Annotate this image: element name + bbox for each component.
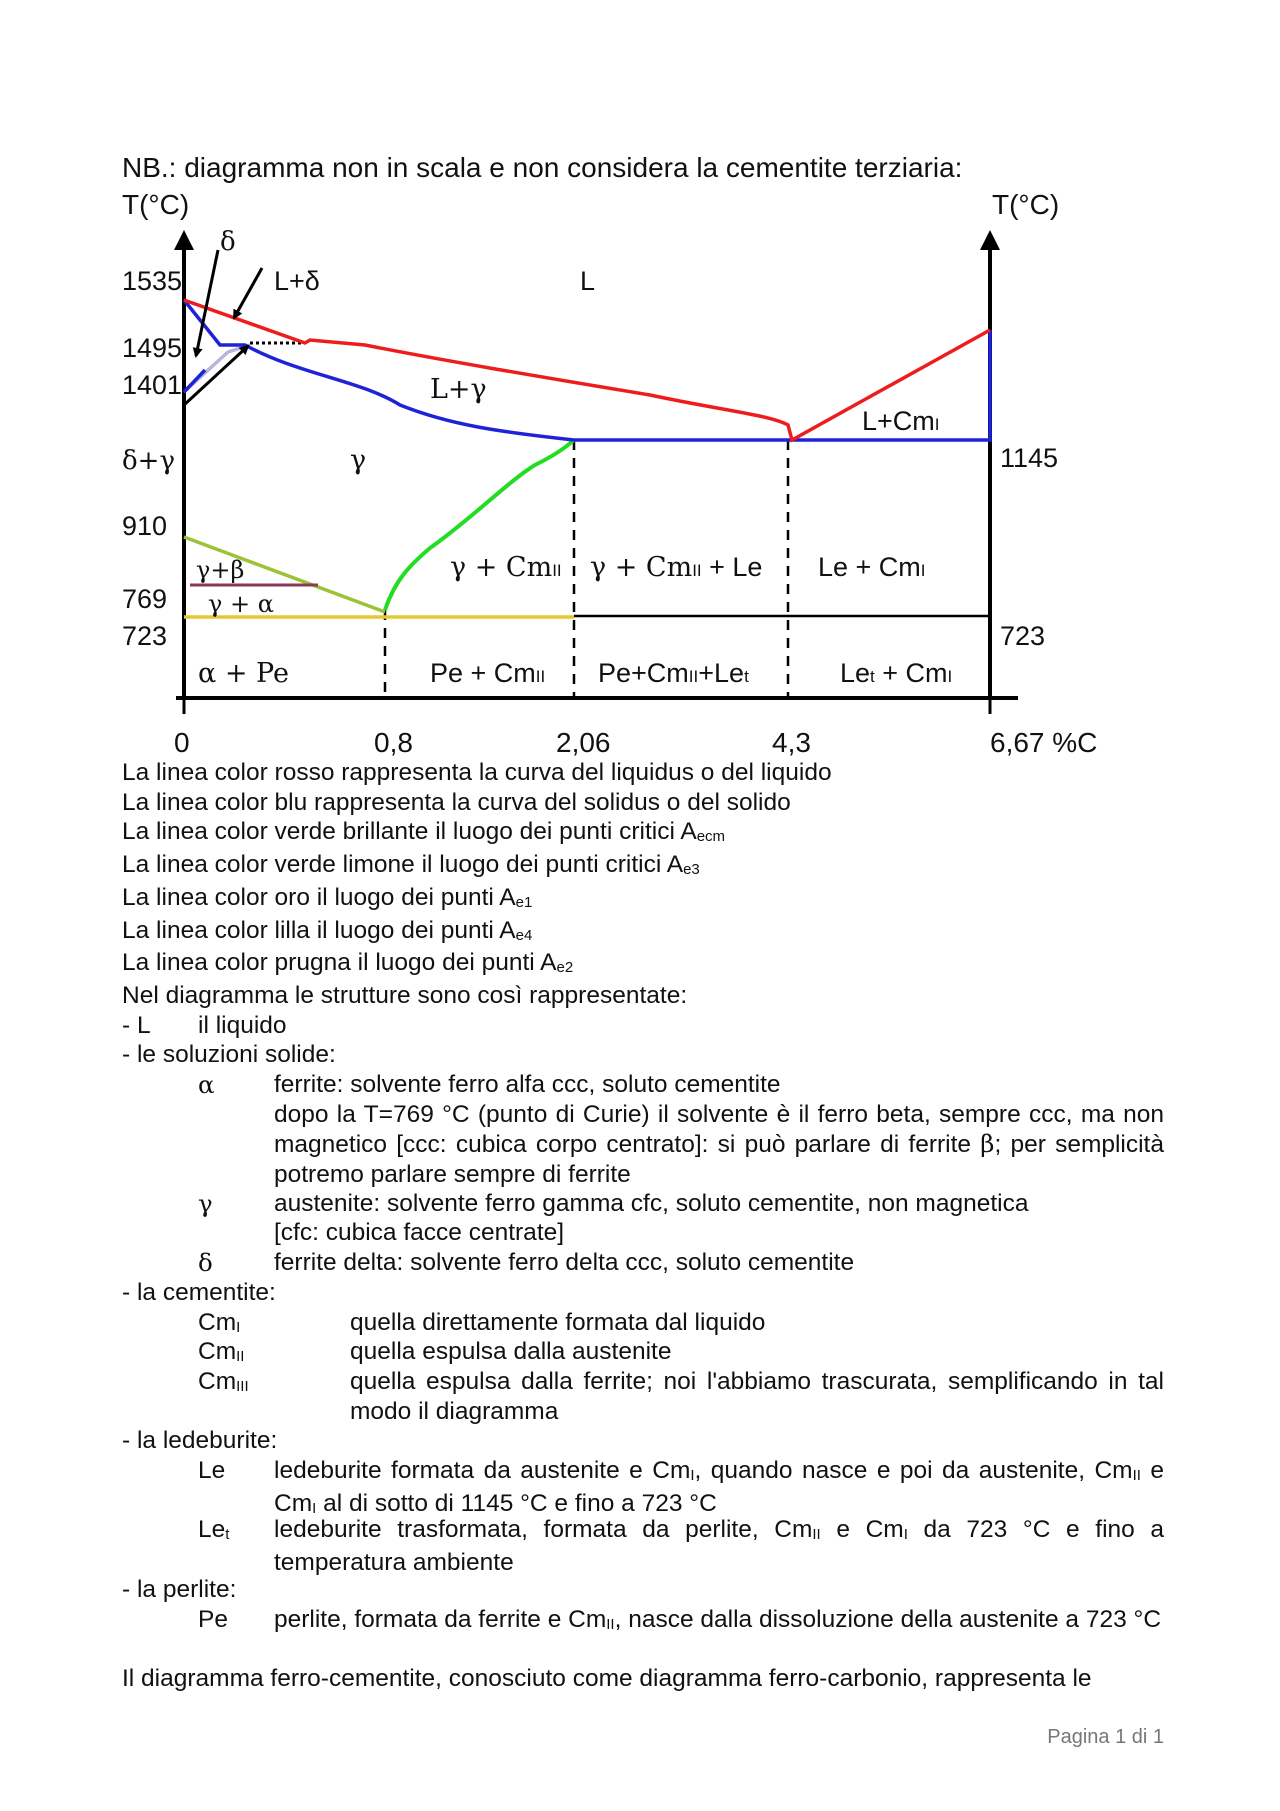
y-axis-right-arrow bbox=[980, 230, 1000, 250]
region-delta: δ bbox=[220, 227, 236, 257]
region-l-delta: L+δ bbox=[274, 266, 320, 296]
closing-line: Il diagramma ferro-cementite, conosciuto come diagramma ferro-carbonio, rappresenta le bbox=[122, 1664, 1092, 1692]
x-label-4-3: 4,3 bbox=[772, 727, 811, 758]
temp-1145: 1145 bbox=[1000, 443, 1059, 473]
legend-text bbox=[122, 758, 1164, 1694]
gamma-note-row: [cfc: cubica facce centrate] bbox=[274, 1219, 565, 1247]
region-delta-gamma: δ+γ bbox=[122, 446, 175, 476]
y-axis-left-arrow bbox=[174, 230, 194, 250]
alpha-note-row: dopo la T=769 °C (punto di Curie) il solvente è il ferro beta, sempre ccc, ma non magnetico [ccc: cubica corpo centrato]: si può parlare di ferrite β; per semplicità potremo parlare sempre di ferrite bbox=[274, 1100, 1164, 1189]
pe-row: Pe perlite, formata da ferrite e $Cm_{II}$, nasce dalla dissoluzione della austenite a 723 °C bbox=[198, 1605, 1162, 1633]
structures-heading: Nel diagramma le strutture sono così rappresentate: bbox=[122, 981, 688, 1009]
gamma-symbol: γ bbox=[198, 1188, 213, 1218]
temp-723: 723 bbox=[122, 621, 168, 651]
region-l: L bbox=[580, 266, 596, 296]
cm3-row: $Cm_{III}$ quella espulsa dalla ferrite; noi l'abbiamo trascurata, semplificando in tal modo il diagramma bbox=[198, 1367, 1164, 1425]
page-footer: Pagina 1 di 1 bbox=[1047, 1726, 1164, 1748]
x-label-6-67: 6,67 %C bbox=[990, 727, 1098, 758]
region-let-cm: Let + CmI bbox=[840, 658, 953, 688]
cm1-row: $Cm_I$ quella direttamente formata dal liquido bbox=[198, 1308, 766, 1336]
le-row: Le ledeburite formata da austenite e $Cm_I$, quando nasce e poi da austenite, $Cm_{II}$ e $Cm_I$ al di sotto di 1145 °C e fino a 723 °C bbox=[198, 1457, 1164, 1517]
x-label-2-06: 2,06 bbox=[556, 727, 611, 758]
let-row: $Le_t$ ledeburite trasformata, formata da perlite, $Cm_{II}$ e $Cm_I$ da 723 °C e fino a temperatura ambiente bbox=[198, 1516, 1165, 1577]
delta-symbol: δ bbox=[198, 1248, 213, 1278]
x-label-0: 0 bbox=[174, 727, 190, 758]
gamma-row: γ austenite: solvente ferro gamma cfc, soluto cementite, non magnetica bbox=[198, 1188, 1029, 1218]
legend-gold: La linea color oro il luogo dei punti $A_{e1}$ bbox=[122, 883, 533, 911]
solid-solutions-heading: - le soluzioni solide: bbox=[122, 1041, 336, 1069]
region-gamma-beta: γ+β bbox=[196, 556, 245, 584]
temp-1401: 1401 bbox=[122, 370, 183, 400]
region-pe-cm: Pe + CmII bbox=[430, 658, 546, 688]
region-gamma: γ bbox=[350, 445, 367, 476]
temp-769: 769 bbox=[122, 584, 168, 614]
cm2-row: $Cm_{II}$ quella espulsa dalla austenite bbox=[198, 1338, 672, 1366]
legend-plum: La linea color prugna il luogo dei punti $A_{e2}$ bbox=[122, 949, 574, 977]
region-l-gamma: L+γ bbox=[430, 374, 487, 405]
acm-line bbox=[385, 440, 574, 610]
alpha-row: α ferrite: solvente ferro alfa ccc, soluto cementite bbox=[198, 1070, 781, 1100]
note-heading: NB.: diagramma non in scala e non considera la cementite terziaria: bbox=[122, 152, 963, 183]
region-le-cm: Le + CmI bbox=[818, 552, 926, 582]
axis-right-label: T(°C) bbox=[992, 189, 1060, 220]
region-gamma-alpha: γ + α bbox=[208, 590, 274, 618]
delta-row: δ ferrite delta: solvente ferro delta ccc, soluto cementite bbox=[198, 1248, 855, 1278]
legend-lime: La linea color verde limone il luogo dei punti critici $A_{e3}$ bbox=[122, 851, 700, 879]
cementite-heading: - la cementite: bbox=[122, 1278, 276, 1306]
temp-1535: 1535 bbox=[122, 266, 183, 296]
temp-1495: 1495 bbox=[122, 333, 183, 363]
legend-red: La linea color rosso rappresenta la curva del liquidus o del liquido bbox=[122, 759, 832, 786]
region-gamma-cm2: γ + CmII bbox=[450, 552, 562, 583]
region-alpha-pe: α + Pe bbox=[198, 658, 289, 689]
temp-910: 910 bbox=[122, 511, 168, 541]
arrow-delta-gamma bbox=[184, 346, 248, 405]
region-gamma-cm2-le: γ + CmII + Le bbox=[590, 552, 763, 583]
iron-carbon-diagram bbox=[0, 0, 1280, 760]
region-l-cm: L+CmI bbox=[862, 406, 940, 436]
legend-lilac: La linea color lilla il luogo dei punti $A_{e4}$ bbox=[122, 916, 533, 944]
legend-bright-green: La linea color verde brillante il luogo dei punti critici $A_{ecm}$ bbox=[122, 818, 726, 846]
legend-blue: La linea color blu rappresenta la curva del solidus o del solido bbox=[122, 788, 791, 816]
arrow-l-delta bbox=[234, 268, 262, 318]
x-label-0-8: 0,8 bbox=[374, 727, 413, 758]
ledeburite-heading: - la ledeburite: bbox=[122, 1427, 278, 1455]
perlite-heading: - la perlite: bbox=[122, 1575, 237, 1603]
liquid-row: - L il liquido bbox=[122, 1011, 287, 1039]
axis-left-label: T(°C) bbox=[122, 189, 190, 220]
alpha-symbol: α bbox=[198, 1070, 215, 1100]
temp-723-right: 723 bbox=[1000, 621, 1046, 651]
region-pe-cm-let: Pe+CmII+Let bbox=[598, 658, 749, 688]
